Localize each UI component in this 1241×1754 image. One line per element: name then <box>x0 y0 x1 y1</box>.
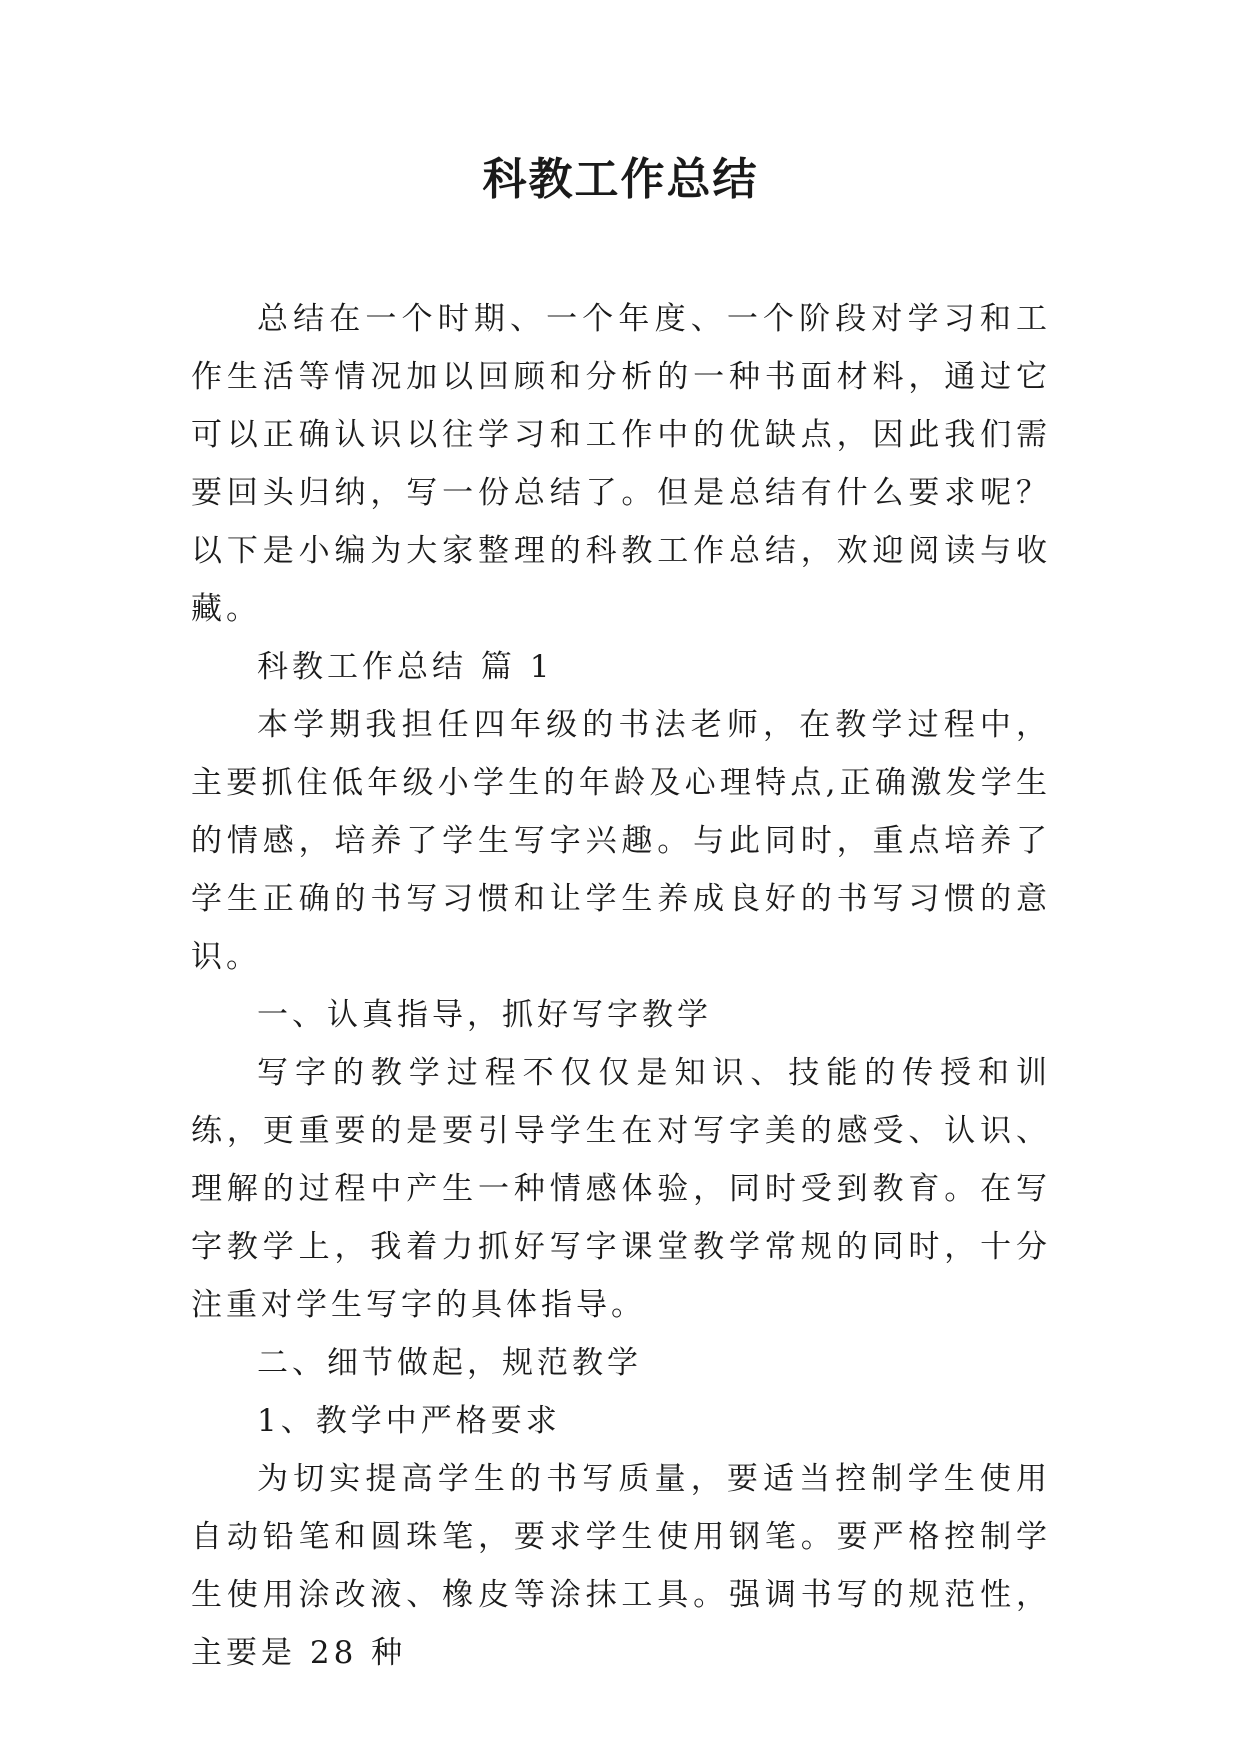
content-section <box>191 638 1051 1682</box>
subheading: 一、认真指导，抓好写字教学 <box>257 997 712 1033</box>
list-heading: 1、教学中严格要求 <box>257 1403 561 1439</box>
body-paragraph: 写字的教学过程不仅仅是知识、技能的传授和训练，更重要的是要引导学生在对写字美的感受、认识、理解的过程中产生一种情感体验，同时受到教育。在写字教学上，我着力抓好写字课堂教学常规的同时，十分注重对学生写字的具体指导。 <box>191 1055 1051 1323</box>
intro-section <box>191 290 1051 638</box>
intro-paragraph: 总结在一个时期、一个年度、一个阶段对学习和工作生活等情况加以回顾和分析的一种书面材料，通过它可以正确认识以往学习和工作中的优缺点，因此我们需要回头归纳，写一份总结了。但是总结有什么要求呢？以下是小编为大家整理的科教工作总结，欢迎阅读与收藏。 <box>191 301 1051 627</box>
body-paragraph: 本学期我担任四年级的书法老师，在教学过程中，主要抓住低年级小学生的年龄及心理特点,正确激发学生的情感，培养了学生写字兴趣。与此同时，重点培养了学生正确的书写习惯和让学生养成良好的书写习惯的意识。 <box>191 707 1051 975</box>
section-heading: 科教工作总结 篇 1 <box>257 649 554 685</box>
document-title: 科教工作总结 <box>482 154 759 205</box>
subheading: 二、细节做起，规范教学 <box>257 1345 642 1381</box>
body-paragraph: 为切实提高学生的书写质量，要适当控制学生使用自动铅笔和圆珠笔，要求学生使用钢笔。要严格控制学生使用涂改液、橡皮等涂抹工具。强调书写的规范性，主要是 28 种 <box>191 1461 1051 1671</box>
